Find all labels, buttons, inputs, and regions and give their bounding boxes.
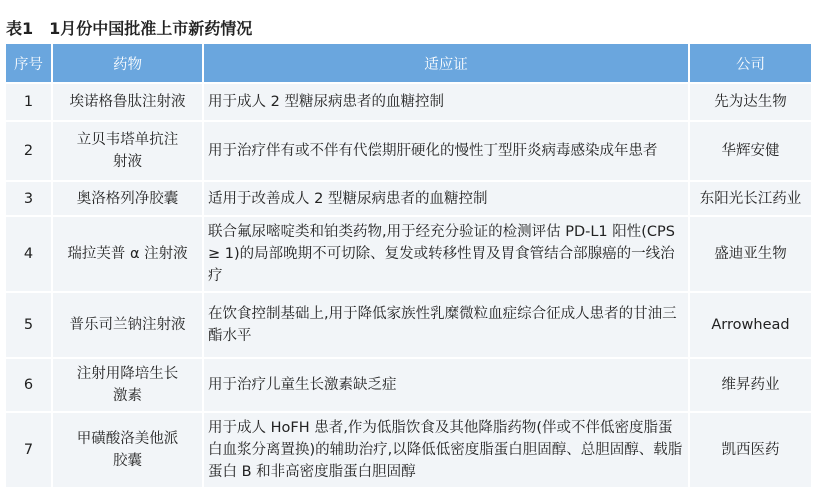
cell-indication: 用于成人 HoFH 患者,作为低脂饮食及其他降脂药物(伴或不伴低密度脂蛋白血浆分离置换)的辅助治疗,以降低低密度脂蛋白胆固醇、总胆固醇、载脂蛋白 B 和非高密度脂蛋白胆固醇 bbox=[203, 412, 689, 488]
cell-no: 6 bbox=[6, 358, 52, 412]
cell-no: 5 bbox=[6, 292, 52, 358]
cell-drug: 瑞拉芙普 α 注射液 bbox=[52, 216, 203, 292]
cell-indication: 用于治疗伴有或不伴有代偿期肝硬化的慢性丁型肝炎病毒感染成年患者 bbox=[203, 121, 689, 181]
cell-no: 4 bbox=[6, 216, 52, 292]
table-row bbox=[6, 292, 812, 358]
table-row bbox=[6, 412, 812, 488]
cell-drug: 立贝韦塔单抗注射液 bbox=[52, 121, 203, 181]
cell-company: 先为达生物 bbox=[689, 83, 812, 121]
cell-company: 盛迪亚生物 bbox=[689, 216, 812, 292]
header-no: 序号 bbox=[6, 44, 52, 83]
cell-drug: 埃诺格鲁肽注射液 bbox=[52, 83, 203, 121]
cell-drug: 甲磺酸洛美他派胶囊 bbox=[52, 412, 203, 488]
cell-indication: 用于治疗儿童生长激素缺乏症 bbox=[203, 358, 689, 412]
cell-no: 3 bbox=[6, 181, 52, 216]
cell-drug: 奥洛格列净胶囊 bbox=[52, 181, 203, 216]
table-title: 表1 1月份中国批准上市新药情况 bbox=[6, 19, 253, 38]
header-indication: 适应证 bbox=[203, 44, 689, 83]
cell-no: 2 bbox=[6, 121, 52, 181]
cell-indication: 适用于改善成人 2 型糖尿病患者的血糖控制 bbox=[203, 181, 689, 216]
table-row bbox=[6, 121, 812, 181]
table-row bbox=[6, 181, 812, 216]
cell-company: Arrowhead bbox=[689, 292, 812, 358]
cell-company: 凯西医药 bbox=[689, 412, 812, 488]
cell-indication: 在饮食控制基础上,用于降低家族性乳糜微粒血症综合征成人患者的甘油三酯水平 bbox=[203, 292, 689, 358]
cell-company: 维昇药业 bbox=[689, 358, 812, 412]
cell-no: 1 bbox=[6, 83, 52, 121]
cell-no: 7 bbox=[6, 412, 52, 488]
cell-company: 华辉安健 bbox=[689, 121, 812, 181]
table-row bbox=[6, 358, 812, 412]
cell-indication: 用于成人 2 型糖尿病患者的血糖控制 bbox=[203, 83, 689, 121]
new-drugs-table bbox=[6, 44, 813, 489]
header-drug: 药物 bbox=[52, 44, 203, 83]
table-row bbox=[6, 83, 812, 121]
table-row bbox=[6, 216, 812, 292]
cell-drug: 普乐司兰钠注射液 bbox=[52, 292, 203, 358]
cell-indication: 联合氟尿嘧啶类和铂类药物,用于经充分验证的检测评估 PD-L1 阳性(CPS ≥ 1)的局部晚期不可切除、复发或转移性胃及胃食管结合部腺癌的一线治疗 bbox=[203, 216, 689, 292]
header-company: 公司 bbox=[689, 44, 812, 83]
cell-company: 东阳光长江药业 bbox=[689, 181, 812, 216]
table-header-row bbox=[6, 44, 812, 83]
cell-drug: 注射用降培生长激素 bbox=[52, 358, 203, 412]
